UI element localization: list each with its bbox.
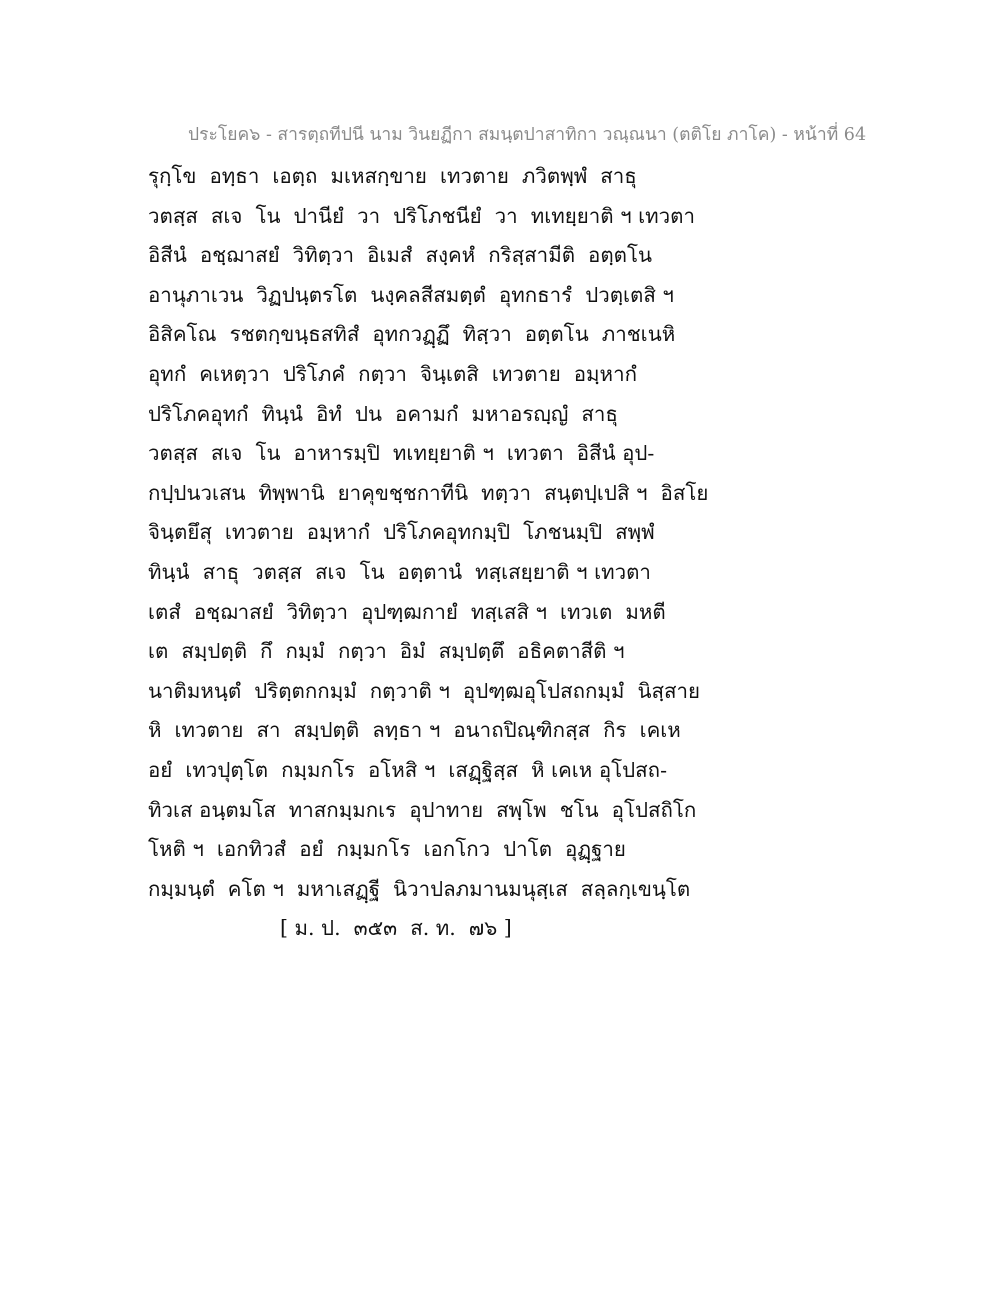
text-line: กปฺปนวเสน ทิพฺพานิ ยาคุขชฺชกาทีนิ ทตฺวา สนฺตปฺเปสิ ฯ อิสโย	[148, 480, 709, 505]
text-line: กมฺมนฺตํ คโต ฯ มหาเสฏฺฐี นิวาปลภมานมนุสฺเส สลฺลกฺเขนฺโต	[148, 876, 691, 901]
text-line: อานุภาเวน วิฏปนฺตรโต นงฺคลสีสมตฺตํ อุทกธารํ ปวตฺเตสิ ฯ	[148, 282, 674, 307]
reference-note: [ ม. ป. ๓๕๓ ส. ท. ๗๖ ]	[280, 916, 512, 940]
text-line: จินฺตยึสุ เทวตาย อมฺหากํ ปริโภคอุทกมฺปิ โภชนมฺปิ สพฺพํ	[148, 520, 655, 545]
text-line: เตสํ อชฺฌาสยํ วิทิตฺวา อุปฑฺฒกายํ ทสฺเสสิ ฯ เทวเต มหตี	[148, 599, 666, 624]
text-line: อิสีนํ อชฺฌาสยํ วิทิตฺวา อิเมสํ สงฺคหํ กริสฺสามีติ อตฺตโน	[148, 243, 653, 268]
text-line: ปริโภคอุทกํ ทินฺนํ อิทํ ปน อคามกํ มหาอรญฺญํ สาธุ	[148, 401, 618, 426]
text-line: วตสฺส สเจ โน ปานียํ วา ปริโภชนียํ วา ทเทยฺยาติ ฯ เทวตา	[148, 203, 695, 228]
text-line: ทิวเส อนฺตมโส ทาสกมฺมกเร อุปาทาย สพฺโพ ชโน อุโปสถิโก	[148, 797, 697, 822]
text-line: ทินฺนํ สาธุ วตสฺส สเจ โน อตฺตานํ ทสฺเสยฺยาติ ฯ เทวตา	[148, 559, 651, 584]
text-line: หิ เทวตาย สา สมฺปตฺติ ลทฺธา ฯ อนาถปิณฺฑิกสฺส กิร เคเห	[148, 718, 681, 743]
text-line: โหติ ฯ เอกทิวสํ อยํ กมฺมกโร เอกโกว ปาโต อุฏฺฐาย	[148, 837, 626, 862]
page-header: ประโยค๖ - สารตฺถทีปนี นาม วินยฏีกา สมนฺตปาสาทิกา วณฺณนา (ตติโย ภาโค) - หน้าที่ 64	[188, 125, 867, 145]
text-line: อยํ เทวปุตฺโต กมฺมกโร อโหสิ ฯ เสฏฺฐิสฺส หิ เคเห อุโปสถ-	[148, 757, 668, 782]
text-line: อิสิคโณ รชตกฺขนฺธสทิสํ อุทกวฏฺฏึ ทิสฺวา อตฺตโน ภาชเนหิ	[148, 322, 676, 347]
text-line: วตสฺส สเจ โน อาหารมฺปิ ทเทยฺยาติ ฯ เทวตา อิสีนํ อุป-	[148, 441, 655, 466]
text-line: เต สมฺปตฺติ กึ กมฺมํ กตฺวา อิมํ สมฺปตฺตึ อธิคตาสีติ ฯ	[148, 639, 625, 664]
text-line: รุกฺโข อทฺธา เอตฺถ มเหสกฺขาย เทวตาย ภวิตพฺพํ สาธุ	[148, 164, 637, 188]
text-line: อุทกํ คเหตฺวา ปริโภคํ กตฺวา จินฺเตสิ เทวตาย อมฺหากํ	[148, 361, 637, 386]
body-text	[148, 157, 708, 909]
text-line: นาติมหนฺตํ ปริตฺตกกมฺมํ กตฺวาติ ฯ อุปฑฺฒอุโปสถกมฺมํ นิสฺสาย	[148, 678, 701, 703]
